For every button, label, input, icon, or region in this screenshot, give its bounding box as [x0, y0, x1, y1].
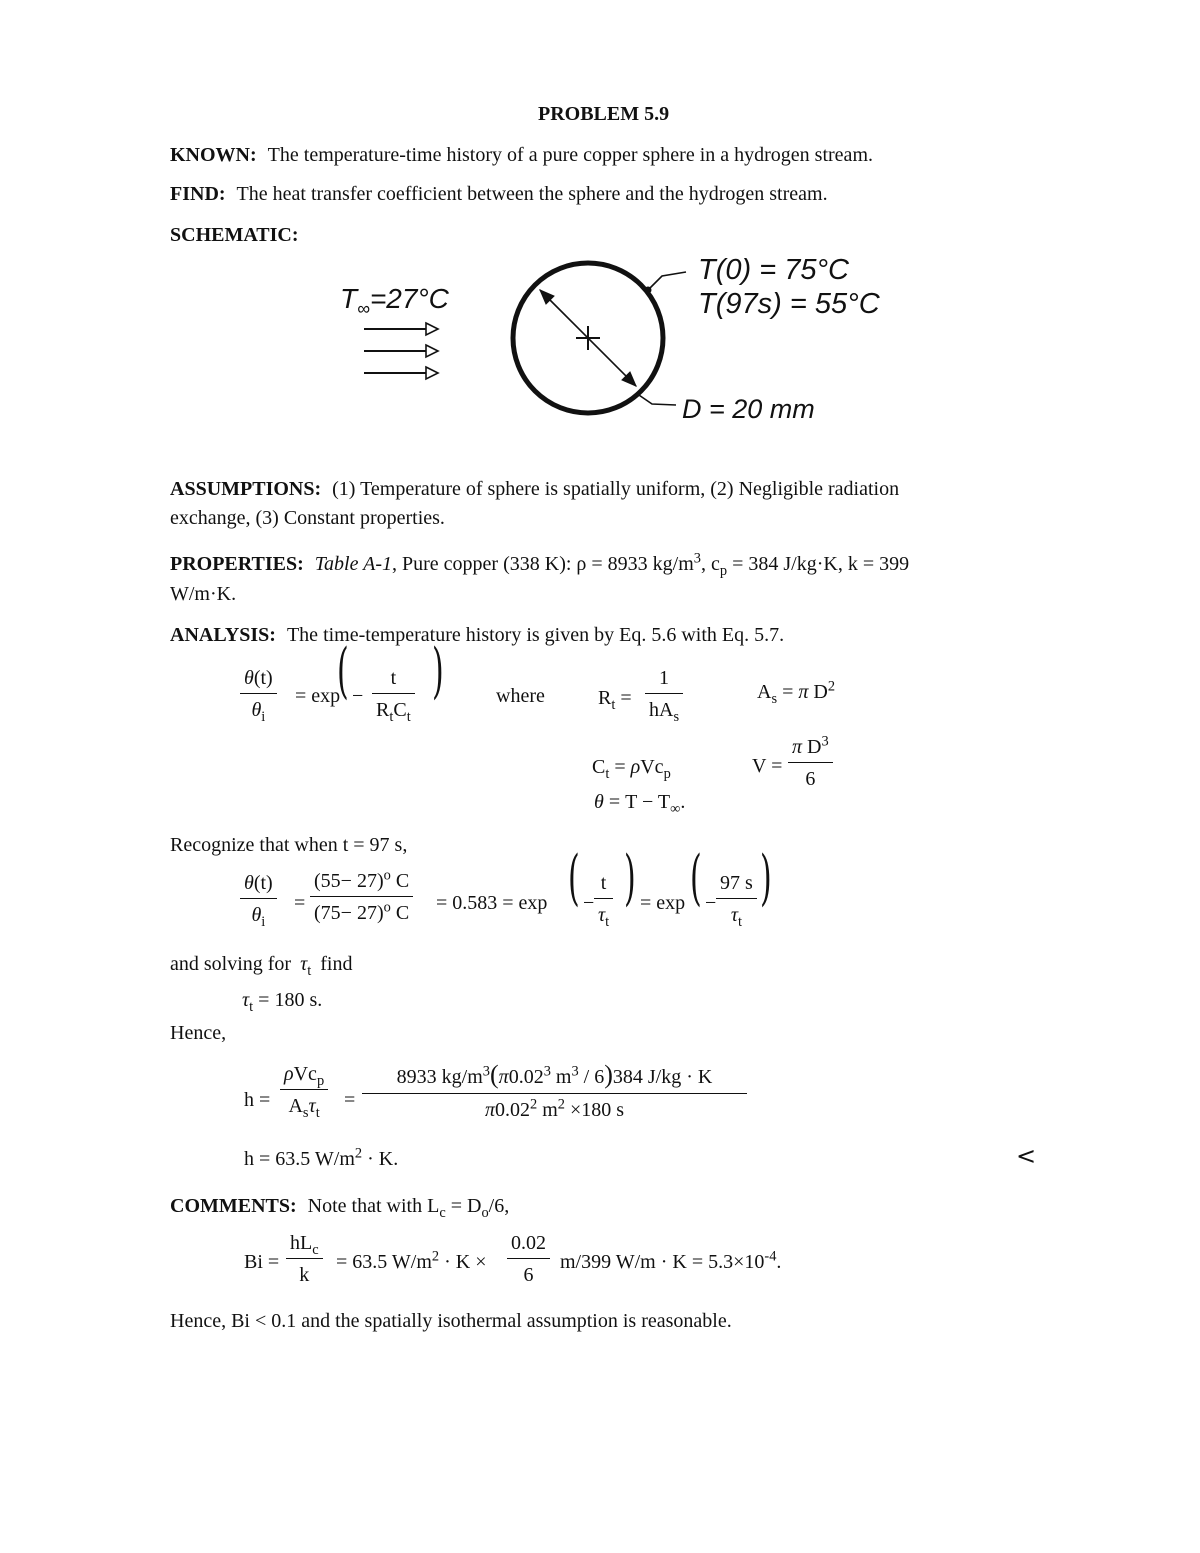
temp-leader: [648, 272, 686, 290]
eq-rt: $R_t$ =: [598, 687, 632, 713]
eq-as: $A_s = \pi$ $D^2$: [757, 678, 836, 707]
assumptions-line2: exchange, (3) Constant properties.: [170, 507, 445, 529]
schematic-diagram: [0, 0, 1200, 460]
eq-h-numeric: 8933 $kg/m^3(\pi 0.02^3$ $m^3 / 6)384$ J/kg · K π0.02$^2$ $m^2 \times 180$ s: [362, 1062, 747, 1120]
assumptions-line1: ASSUMPTIONS: (1) Temperature of sphere is spatially uniform, (2) Negligible radiation: [170, 478, 900, 500]
t97-label: T(97s) = 55°C: [698, 288, 880, 320]
eq-exp: = exp: [295, 685, 341, 707]
recognize-text: Recognize that when t = 97 s,: [170, 834, 408, 856]
t0-label: T(0) = 75°C: [698, 254, 850, 286]
eq-v: V =: [752, 755, 783, 777]
eq-temp-ratio: $(55- 27)^o$ C $(75- 27)^o$ C: [310, 871, 413, 923]
where-word: where: [496, 685, 545, 707]
analysis-line: ANALYSIS: The time-temperature history is given by Eq. 5.6 with Eq. 5.7.: [170, 624, 785, 646]
comments-line: COMMENTS: Note that with $L_c = D_o/6$,: [170, 1195, 510, 1221]
solving-line: and solving for $\tau_t$ find: [170, 953, 353, 979]
analysis-label: ANALYSIS:: [170, 624, 276, 646]
properties-label: PROPERTIES:: [170, 553, 304, 575]
eq-bi: Bi =: [244, 1251, 280, 1273]
schematic-label: SCHEMATIC:: [170, 224, 299, 246]
t-inf-label: $T_\infty=27^\circ C$: [340, 283, 449, 319]
eq-h: h =: [244, 1089, 271, 1111]
diameter-label: D = 20 mm: [682, 394, 815, 424]
known-label: KNOWN:: [170, 144, 257, 166]
answer-mark: <: [1016, 1142, 1037, 1170]
known-text: The temperature-time history of a pure copper sphere in a hydrogen stream.: [267, 144, 873, 166]
properties-line1: PROPERTIES: Table A-1, Pure copper (338 K): ρ = 8933 $kg/m^3$, $c_p = 384$ J/kg·K, k = 399: [170, 550, 910, 579]
page-title: PROBLEM 5.9: [538, 103, 670, 125]
eq-ratio-value: = 0.583 = exp: [436, 892, 548, 914]
eq-ct: $C_t = \rho Vc_p$: [592, 756, 671, 782]
h-result: h = 63.5 $W/m^2 \cdot K$.: [244, 1145, 399, 1170]
eq-theta-ratio: θ(t) $\theta_i$: [240, 668, 277, 720]
eq-theta-def: $\theta = T - T_\infty$.: [594, 791, 686, 817]
conclusion-text: Hence, Bi < 0.1 and the spatially isothermal assumption is reasonable.: [170, 1310, 732, 1332]
comments-label: COMMENTS:: [170, 1195, 297, 1217]
tau-result: $\tau_t = 180$ s.: [242, 989, 323, 1015]
hence-text: Hence,: [170, 1022, 227, 1044]
find-text: The heat transfer coefficient between the sphere and the hydrogen stream.: [236, 183, 828, 205]
diameter-leader: [636, 393, 676, 405]
properties-line2: W/m·K.: [170, 583, 237, 605]
eq-bi-value: m/399 $W/m \cdot K = 5.3\times 10^{-4}$.: [560, 1248, 782, 1273]
find-label: FIND:: [170, 183, 226, 205]
assumptions-label: ASSUMPTIONS:: [170, 478, 322, 500]
eq-t-over-rc: t $R_tC_t$: [372, 668, 415, 720]
